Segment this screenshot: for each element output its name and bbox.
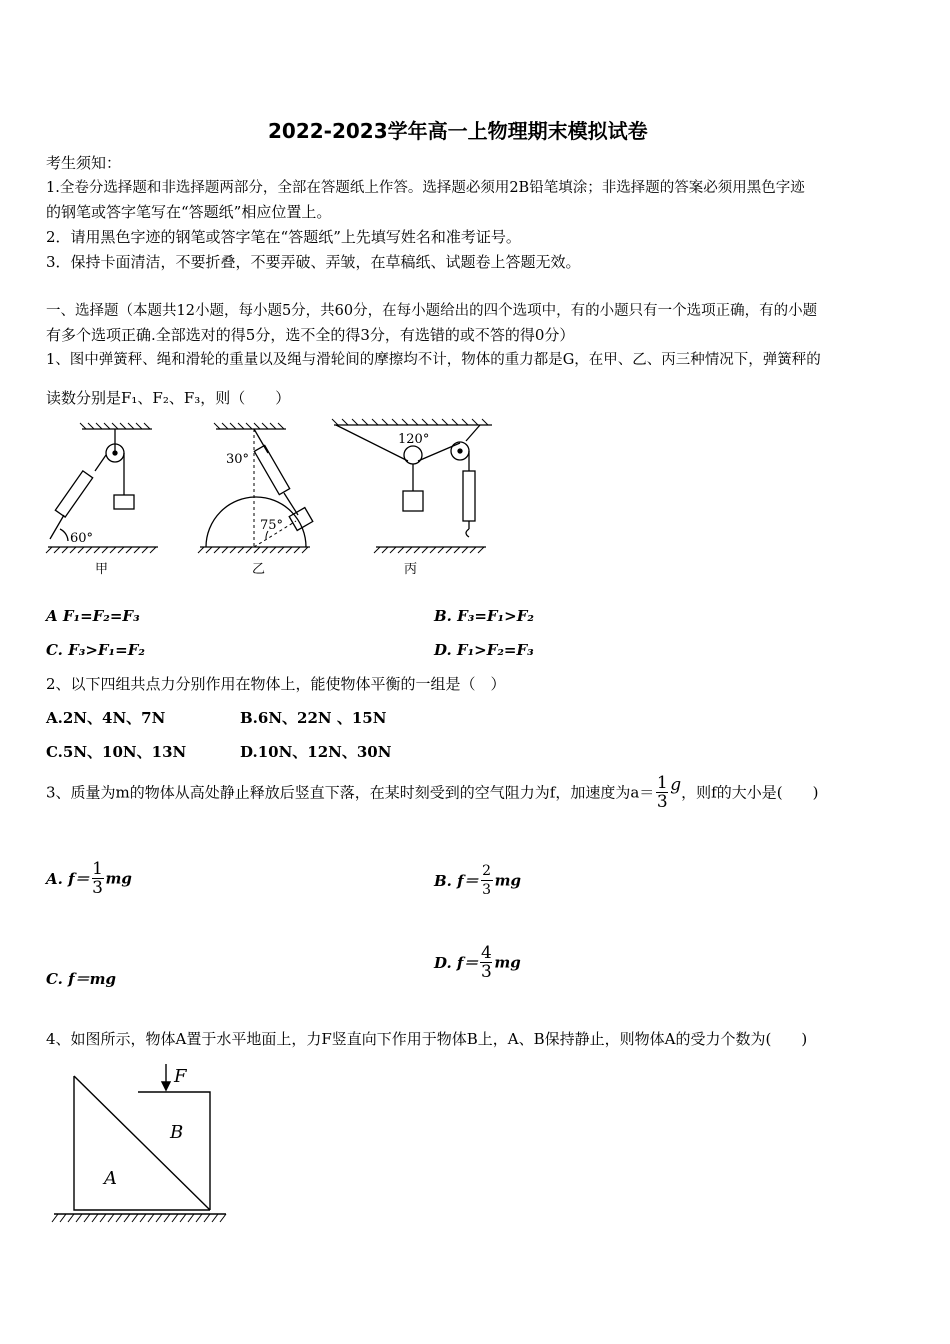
q2-option-b: B.6N、22N 、15N	[240, 709, 387, 727]
q4-figure	[50, 1060, 230, 1230]
q1-option-b: B. F₃=F₁>F₂	[434, 607, 534, 625]
q4-stem: 4、如图所示，物体A置于水平地面上，力F竖直向下作用于物体B上，A、B保持静止，则物体A的受力个数为( )	[46, 1030, 808, 1048]
label-bing: 丙	[404, 562, 418, 577]
q2-option-c: C.5N、10N、13N	[46, 743, 187, 761]
q1-option-c: C. F₃>F₁=F₂	[46, 641, 145, 659]
q1-stem-2: 读数分别是F₁、F₂、F₃，则（ ）	[46, 389, 291, 407]
section-heading-2: 有多个选项正确.全部选对的得5分，选不全的得3分，有选错的或不答的得0分）	[46, 326, 575, 344]
q3-option-c: C. f＝mg	[46, 970, 116, 988]
q2-option-d: D.10N、12N、30N	[240, 743, 392, 761]
label-B: B	[170, 1122, 184, 1143]
label-F: F	[174, 1066, 187, 1087]
q1-option-d: D. F₁>F₂=F₃	[434, 641, 534, 659]
label-30: 30°	[226, 452, 250, 467]
q1-figure	[40, 415, 500, 580]
q3-stem-b: ，则f的大小是( )	[681, 783, 819, 802]
q1-option-a: A F₁=F₂=F₃	[46, 607, 140, 625]
q1-stem-1: 1、图中弹簧秤、绳和滑轮的重量以及绳与滑轮间的摩擦均不计，物体的重力都是G，在甲、乙、丙三种情况下，弹簧秤的	[46, 352, 821, 368]
q3-frac: $\frac{1}{3}$	[656, 773, 668, 812]
q2-stem: 2、以下四组共点力分别作用在物体上，能使物体平衡的一组是（ ）	[46, 675, 506, 693]
label-60: 60°	[70, 531, 94, 546]
q3-stem-a: 3、质量为m的物体从高处静止释放后竖直下落，在某时刻受到的空气阻力为f，加速度为a＝	[46, 783, 655, 802]
q3-option-a: A. f＝ $\frac{1}{3}$ mg	[46, 859, 132, 898]
label-120: 120°	[398, 432, 430, 447]
notice-item-3: 3．保持卡面清洁，不要折叠，不要弄破、弄皱，在草稿纸、试题卷上答题无效。	[46, 253, 581, 271]
q2-option-a: A.2N、4N、7N	[46, 709, 166, 727]
section-heading-1: 一、选择题（本题共12小题，每小题5分，共60分，在每小题给出的四个选项中，有的小题只有一个选项正确，有的小题	[46, 303, 818, 319]
notice-item-1a: 1.全卷分选择题和非选择题两部分，全部在答题纸上作答。选择题必须用2B铅笔填涂；非选择题的答案必须用黑色字迹	[46, 180, 805, 196]
q3-stem-g: g	[670, 775, 682, 795]
notice-item-1b: 的钢笔或答字笔写在“答题纸”相应位置上。	[46, 203, 332, 221]
label-A: A	[104, 1168, 117, 1189]
notice-heading: 考生须知：	[46, 154, 122, 172]
q3-option-b: B. f＝ $\frac{2}{3}$ mg	[434, 863, 521, 898]
label-yi: 乙	[252, 562, 266, 577]
notice-item-2: 2．请用黑色字迹的钢笔或答字笔在“答题纸”上先填写姓名和准考证号。	[46, 228, 521, 246]
label-jia: 甲	[95, 562, 109, 577]
q3-stem	[46, 774, 818, 811]
q3-option-d: D. f＝ $\frac{4}{3}$ mg	[434, 943, 521, 982]
label-75: 75°	[260, 518, 284, 533]
page-title: 2022-2023学年高一上物理期末模拟试卷	[268, 119, 648, 143]
